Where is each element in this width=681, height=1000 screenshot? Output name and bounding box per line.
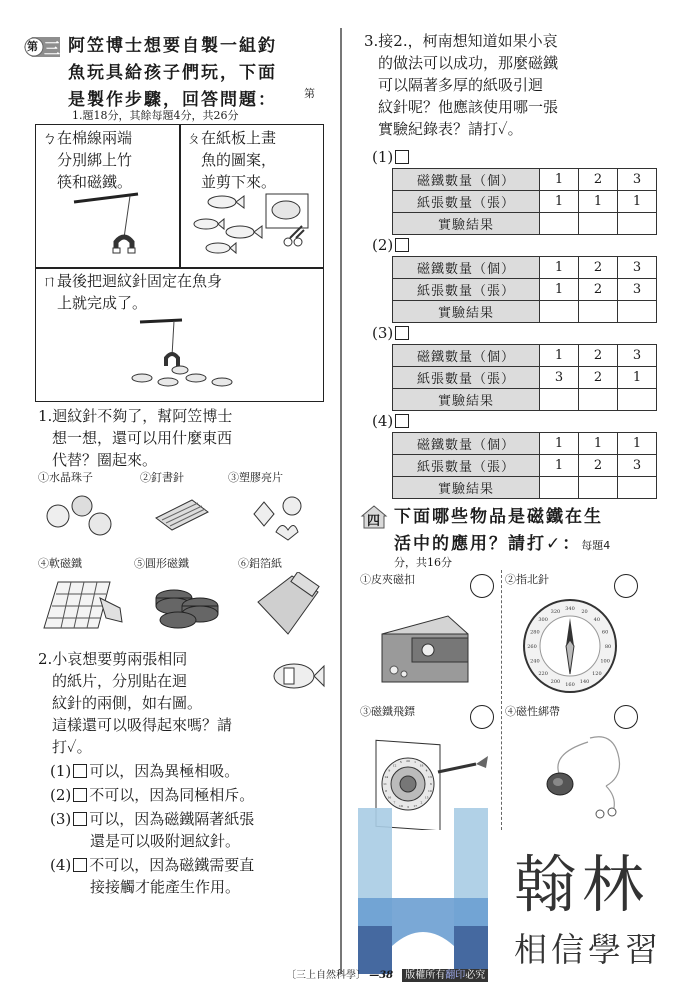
step-c: ㄇ最後把迴紋針固定在魚身 上就完成了。 [42, 272, 223, 312]
choice-1: (1) 可以，因為異極相吸。 [50, 762, 240, 780]
brand-slogan: 相信學習 [514, 930, 662, 969]
aluminum-foil-image [252, 572, 322, 638]
brand-logo-h [358, 808, 488, 974]
record-table: 磁鐵數量（個） 1 1 1 紙張數量（張） 1 2 3 實驗結果 [392, 432, 657, 499]
checkbox[interactable] [73, 788, 87, 802]
checkbox[interactable] [73, 858, 87, 872]
checkbox[interactable] [395, 150, 409, 164]
magnetic-strap-image [520, 724, 630, 820]
compass-scale-mark: 280 [530, 629, 540, 636]
crystal-beads-image [40, 492, 120, 538]
dart-score-number: 18 [419, 763, 424, 768]
dart-score-number: 20 [406, 759, 410, 763]
option-2[interactable]: ②釘書針 [140, 471, 184, 484]
section-badge-prefix: 第 [27, 40, 38, 53]
compass-scale-mark: 160 [565, 682, 575, 688]
dart-score-number: 14 [384, 774, 389, 779]
compass-scale-mark: 240 [530, 658, 540, 665]
question-2-choices: (1) 可以，因為異極相吸。 (2) 不可以，因為同極相斥。 (3) 可以，因為磁鐵隔著紙張 還是可以吸附迴紋針。 (4) 不可以，因為磁鐵需要直 接接觸才能產生作用。 [50, 760, 330, 898]
section4-heading: 下面哪些物品是磁鐵在生 活中的應用？請打✓：每題4 [394, 507, 611, 554]
section-badge-number: 三 [44, 39, 61, 58]
option-1[interactable]: ①水晶珠子 [38, 471, 93, 484]
checkbox[interactable] [395, 414, 409, 428]
item-2-label: ②指北針 [505, 573, 549, 586]
compass-scale-mark: 40 [593, 617, 601, 624]
answer-circle-2[interactable] [614, 574, 638, 598]
compass-scale-mark: 320 [550, 608, 561, 615]
item-1-label: ①皮夾磁扣 [360, 573, 415, 586]
dart-score-number: 8 [385, 789, 388, 794]
section3-score: 1.題18分，其餘每題4分，共26分 [72, 109, 239, 122]
checkbox[interactable] [73, 764, 87, 778]
record-table-block-1: (1) 磁鐵數量（個） 1 2 3 紙張數量（張） 1 1 1 實驗結果 [372, 146, 657, 235]
step-b: ㄆ在紙板上畫 魚的圖案， 並剪下來。 [186, 129, 277, 191]
brand-logo-shape [358, 808, 488, 974]
footer-book-title: 〔三上自然科學〕 [286, 970, 366, 981]
dart-score-number: 10 [427, 789, 432, 794]
checkbox[interactable] [73, 812, 87, 826]
dart-score-number: 13 [427, 774, 432, 779]
section-badge-4 [360, 504, 388, 530]
section-badge-number: 四 [367, 514, 381, 529]
record-table-block-3: (3) 磁鐵數量（個） 1 2 3 紙張數量（張） 3 2 1 實驗結果 [372, 322, 657, 411]
compass-scale-mark: 220 [538, 670, 548, 677]
footer [286, 966, 488, 981]
compass-scale-mark: 300 [538, 617, 548, 624]
heading-line: 魚玩具給孩子們玩，下面 [68, 63, 277, 83]
compass-scale-mark: 120 [592, 670, 602, 677]
compass-scale-mark: 140 [579, 679, 590, 686]
dart-score-number: 17 [413, 803, 418, 808]
dart-score-number: 15 [424, 795, 429, 800]
brand-name: 翰林 [514, 848, 651, 921]
option-3[interactable]: ③塑膠亮片 [228, 471, 283, 484]
question-2: 2.小哀想要剪兩張相同 的紙片，分別貼在迴 紋針的兩側，如右圖。 這樣還可以吸得起來嗎？請 打✓。 [38, 650, 233, 756]
wallet-clasp-image [372, 604, 482, 690]
paper-fish-illustration [192, 190, 322, 260]
option-4[interactable]: ④軟磁鐵 [38, 557, 82, 570]
page-number: —38 [369, 970, 394, 981]
soft-magnet-image [40, 578, 124, 636]
heading-line: 阿笠博士想要自製一組釣 [68, 36, 277, 56]
dart-score-number: 3 [407, 805, 409, 809]
question-1: 1.迴紋針不夠了，幫阿笠博士 想一想，還可以用什麼東西 代替？圈起來。 [38, 407, 233, 469]
dart-score-number: 1 [414, 760, 417, 765]
answer-circle-3[interactable] [470, 705, 494, 729]
paper-fish-clip-illustration [270, 650, 326, 700]
section3-heading [68, 33, 277, 114]
record-table-block-2: (2) 磁鐵數量（個） 1 2 3 紙張數量（張） 1 2 3 實驗結果 [372, 234, 657, 323]
record-table-block-4: (4) 磁鐵數量（個） 1 1 1 紙張數量（張） 1 2 3 實驗結果 [372, 410, 657, 499]
dart-score-number: 4 [425, 768, 428, 773]
compass-scale-mark: 100 [600, 658, 610, 665]
dart-score-number: 6 [430, 782, 432, 786]
score-prefix: 第 [304, 87, 315, 100]
compass-image [520, 596, 620, 696]
item-4-label: ④磁性綁帶 [505, 705, 560, 718]
section4-score: 分，共16分 [394, 556, 452, 569]
compass-scale-mark: 80 [604, 644, 612, 650]
compass-scale-mark: 60 [601, 629, 609, 636]
step-a: ㄅ在棉線兩端 分別綁上竹 筷和磁鐵。 [42, 129, 133, 191]
dart-score-number: 16 [387, 795, 392, 800]
dart-score-number: 7 [393, 800, 396, 805]
column-divider [340, 28, 342, 974]
checkbox[interactable] [395, 326, 409, 340]
compass-scale-mark: 200 [550, 679, 561, 686]
dart-score-number: 12 [392, 763, 397, 768]
section-badge-3 [20, 34, 61, 58]
choice-2: (2) 不可以，因為同極相斥。 [50, 786, 255, 804]
compass-scale-mark: 20 [581, 608, 588, 615]
answer-circle-1[interactable] [470, 574, 494, 598]
checkbox[interactable] [395, 238, 409, 252]
copyright-notice: 版權所有翻印必究 [402, 969, 488, 982]
fishing-toy-illustration [120, 318, 270, 394]
staples-image [152, 494, 212, 538]
dart-score-number: 19 [398, 803, 403, 808]
chopstick-magnet-illustration [72, 190, 142, 256]
dart-score-number: 5 [399, 760, 402, 765]
record-table: 磁鐵數量（個） 1 2 3 紙張數量（張） 1 1 1 實驗結果 [392, 168, 657, 235]
dart-score-number: 2 [420, 800, 423, 805]
dart-score-number: 9 [388, 768, 391, 773]
question-3: 3.接2.，柯南想知道如果小哀 的做法可以成功，那麼磁鐵 可以隔著多厚的紙吸引迴 紋針呢？他應該使用哪一張 實驗紀錄表？請打✓。 [364, 32, 559, 138]
record-table: 磁鐵數量（個） 1 2 3 紙張數量（張） 1 2 3 實驗結果 [392, 256, 657, 323]
dart-score-number: 11 [383, 782, 387, 786]
option-5[interactable]: ⑤圓形磁鐵 [134, 557, 189, 570]
choice-3: (3) 可以，因為磁鐵隔著紙張 [50, 810, 255, 828]
item-3-label: ③磁鐵飛鏢 [360, 705, 415, 718]
round-magnets-image [152, 578, 222, 634]
compass-scale-mark: 340 [565, 606, 575, 612]
record-table: 磁鐵數量（個） 1 2 3 紙張數量（張） 3 2 1 實驗結果 [392, 344, 657, 411]
compass-scale-mark: 260 [527, 644, 537, 650]
plastic-sequins-image [248, 494, 308, 542]
heading-line: 是製作步驟，回答問題： [68, 90, 277, 110]
choice-4: (4) 不可以，因為磁鐵需要直 [50, 856, 255, 874]
option-6[interactable]: ⑥鋁箔紙 [238, 557, 282, 570]
